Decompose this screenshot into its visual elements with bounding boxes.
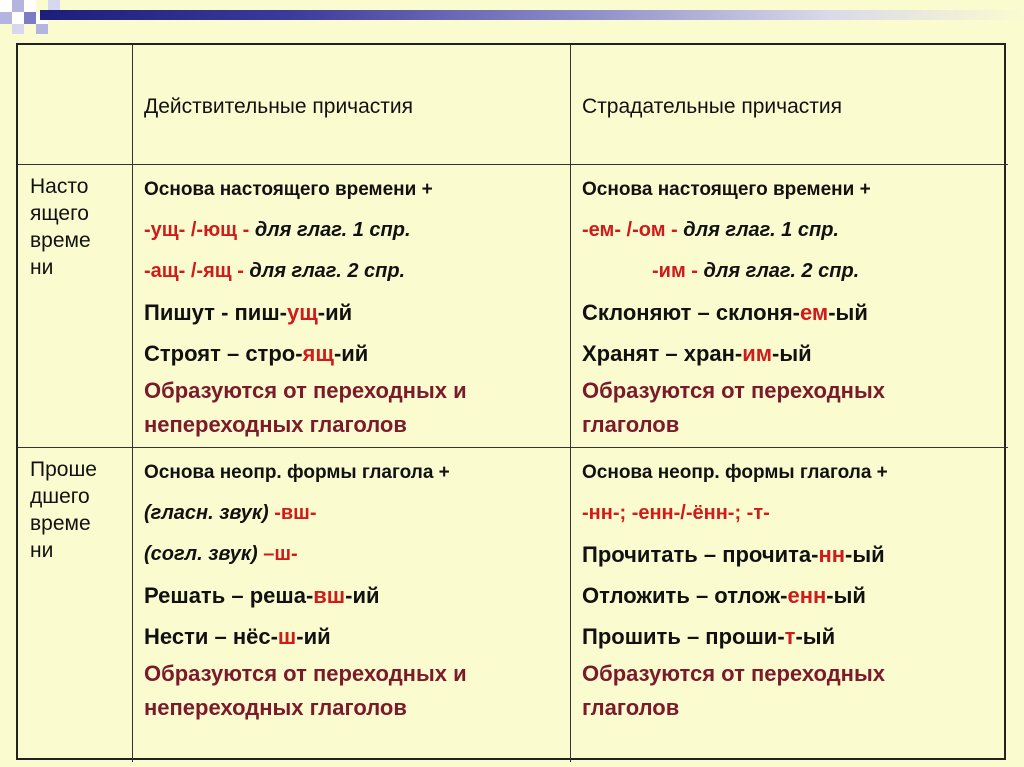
suffix-rule: -ем- /-ом - для глаг. 1 спр. bbox=[582, 219, 839, 241]
suffix-rule: (гласн. звук) -вш- bbox=[144, 502, 317, 524]
example: Прочитать – прочита-нн-ый bbox=[582, 542, 885, 567]
formation-note: Образуются от переходных и непереходных глаголов bbox=[144, 378, 467, 437]
formation-note: Образуются от переходных глаголов bbox=[582, 661, 885, 720]
example: Хранят – хран-им-ый bbox=[582, 341, 812, 366]
example: Решать – реша-вш-ий bbox=[144, 583, 380, 608]
example: Прошить – проши-т-ый bbox=[582, 624, 836, 649]
example: Нести – нёс-ш-ий bbox=[144, 624, 331, 649]
basis-text: Основа настоящего времени + bbox=[582, 179, 871, 200]
suffix-rule: -ущ- /-ющ - для глаг. 1 спр. bbox=[144, 219, 411, 241]
formation-note: Образуются от переходных глаголов bbox=[582, 378, 885, 437]
suffix-rule: (согл. звук) –ш- bbox=[144, 543, 298, 565]
header-active-participles: Действительные причастия bbox=[133, 45, 571, 165]
past-passive-cell bbox=[571, 448, 1008, 762]
row-label-present: Насто ящего време ни bbox=[18, 165, 133, 448]
example: Пишут - пиш-ущ-ий bbox=[144, 300, 353, 325]
suffix-rule: -им - для глаг. 2 спр. bbox=[652, 260, 860, 282]
corner-cell bbox=[18, 45, 133, 165]
basis-text: Основа настоящего времени + bbox=[144, 179, 433, 200]
participles-table bbox=[16, 43, 1006, 760]
present-active-cell bbox=[133, 165, 571, 448]
example: Строят – стро-ящ-ий bbox=[144, 341, 369, 366]
basis-text: Основа неопр. формы глагола + bbox=[144, 462, 450, 483]
basis-text: Основа неопр. формы глагола + bbox=[582, 462, 888, 483]
row-label-past: Проше дшего време ни bbox=[18, 448, 133, 762]
past-active-cell bbox=[133, 448, 571, 762]
suffix-rule: -ащ- /-ящ - для глаг. 2 спр. bbox=[144, 260, 406, 282]
header-passive-participles: Страдательные причастия bbox=[571, 45, 1008, 165]
present-passive-cell bbox=[571, 165, 1008, 448]
suffix-list: -нн-; -енн-/-ённ-; -т- bbox=[582, 502, 770, 524]
decorative-header-band bbox=[0, 0, 1024, 34]
formation-note: Образуются от переходных и непереходных глаголов bbox=[144, 661, 467, 720]
example: Отложить – отлож-енн-ый bbox=[582, 583, 866, 608]
example: Склоняют – склоня-ем-ый bbox=[582, 300, 868, 325]
